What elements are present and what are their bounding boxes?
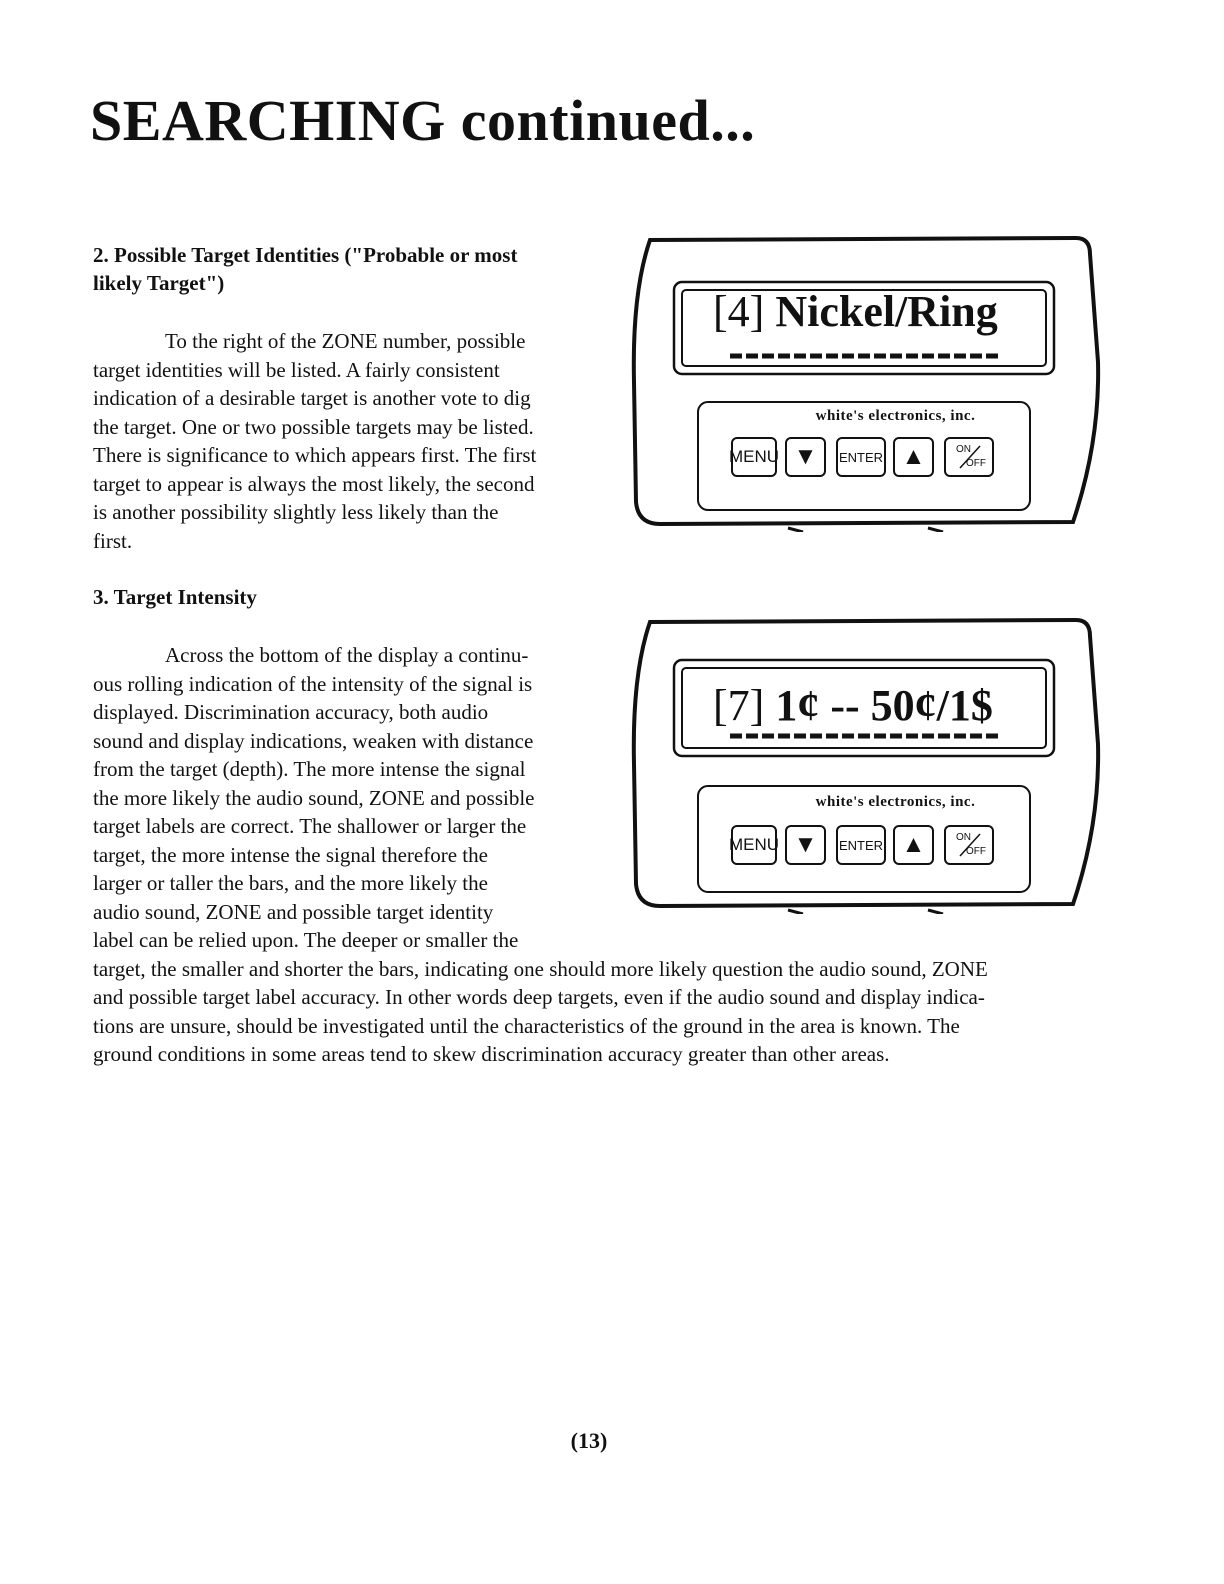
section-2-heading xyxy=(93,241,517,297)
on-off-button xyxy=(944,825,994,865)
body-line: indication of a desirable target is another vote to dig xyxy=(93,386,531,410)
body-line: label can be relied upon. The deeper or smaller the xyxy=(93,928,519,952)
menu-button: MENU xyxy=(731,437,777,477)
body-line: audio sound, ZONE and possible target identity xyxy=(93,899,494,924)
body-line: from the target (depth). The more intense the signal xyxy=(93,757,526,781)
body-line: and possible target label accuracy. In other words deep targets, even if the audio sound and display indica- xyxy=(93,985,985,1009)
body-line: larger or taller the bars, and the more likely the xyxy=(93,871,488,895)
page-title: SEARCHING continued... xyxy=(90,88,756,153)
section-3-heading-line: 3. Target Intensity xyxy=(93,585,257,609)
body-line: sound and display indications, weaken with distance xyxy=(93,728,534,753)
body-line: ground conditions in some areas tend to skew discrimination accuracy greater than other areas. xyxy=(93,1042,890,1066)
menu-button: MENU xyxy=(731,825,777,865)
page-number: (13) xyxy=(570,1428,608,1453)
lcd-readout xyxy=(713,681,993,730)
enter-button: ENTER xyxy=(836,825,886,865)
section-2-heading-line: likely Target") xyxy=(93,271,225,295)
brand-label: white's electronics, inc. xyxy=(815,794,976,810)
section-2-heading-line: 2. Possible Target Identities ("Probable or most xyxy=(93,243,518,267)
on-label: ON xyxy=(956,832,971,843)
section-3-heading xyxy=(93,583,257,611)
brand-label: white's electronics, inc. xyxy=(815,408,976,424)
target-label: Nickel/Ring xyxy=(775,287,998,336)
target-label: 1¢ -- 50¢/1$ xyxy=(775,681,993,730)
body-line: the more likely the audio sound, ZONE and possible xyxy=(93,785,535,810)
section-2-body xyxy=(93,327,536,555)
up-arrow-button: ▲ xyxy=(893,437,934,477)
body-line: target, the smaller and shorter the bars, indicating one should more likely question the audio sound, ZONE xyxy=(93,956,988,981)
zone-number: [4] xyxy=(713,287,765,336)
body-line: tions are unsure, should be investigated until the characteristics of the ground in the area is known. The xyxy=(93,1013,960,1038)
body-line: ous rolling indication of the intensity of the signal is xyxy=(93,671,533,696)
body-line: target labels are correct. The shallower or larger the xyxy=(93,814,527,838)
body-line: Across the bottom of the display a continu- xyxy=(165,643,529,667)
down-arrow-button: ▼ xyxy=(785,825,826,865)
body-line: target identities will be listed. A fairly consistent xyxy=(93,357,500,382)
body-line: target, the more intense the signal therefore the xyxy=(93,842,488,867)
detector-display-illustration-1 xyxy=(628,232,1103,532)
up-arrow-button: ▲ xyxy=(893,825,934,865)
lcd-readout xyxy=(713,287,998,336)
body-line: first. xyxy=(93,528,133,553)
body-line: the target. One or two possible targets may be listed. xyxy=(93,414,534,439)
on-off-button xyxy=(944,437,994,477)
down-arrow-button: ▼ xyxy=(785,437,826,477)
detector-display-illustration-2 xyxy=(628,614,1103,914)
detector-housing-outline xyxy=(628,232,1103,532)
body-line: To the right of the ZONE number, possible xyxy=(165,329,526,353)
body-line: target to appear is always the most likely, the second xyxy=(93,471,535,496)
enter-button: ENTER xyxy=(836,437,886,477)
body-line: displayed. Discrimination accuracy, both audio xyxy=(93,700,489,724)
detector-housing-outline xyxy=(628,614,1103,914)
body-line: is another possibility slightly less likely than the xyxy=(93,500,499,524)
off-label: OFF xyxy=(966,846,986,857)
body-line: There is significance to which appears first. The first xyxy=(93,443,537,467)
off-label: OFF xyxy=(966,458,986,469)
zone-number: [7] xyxy=(713,681,765,730)
on-label: ON xyxy=(956,444,971,455)
